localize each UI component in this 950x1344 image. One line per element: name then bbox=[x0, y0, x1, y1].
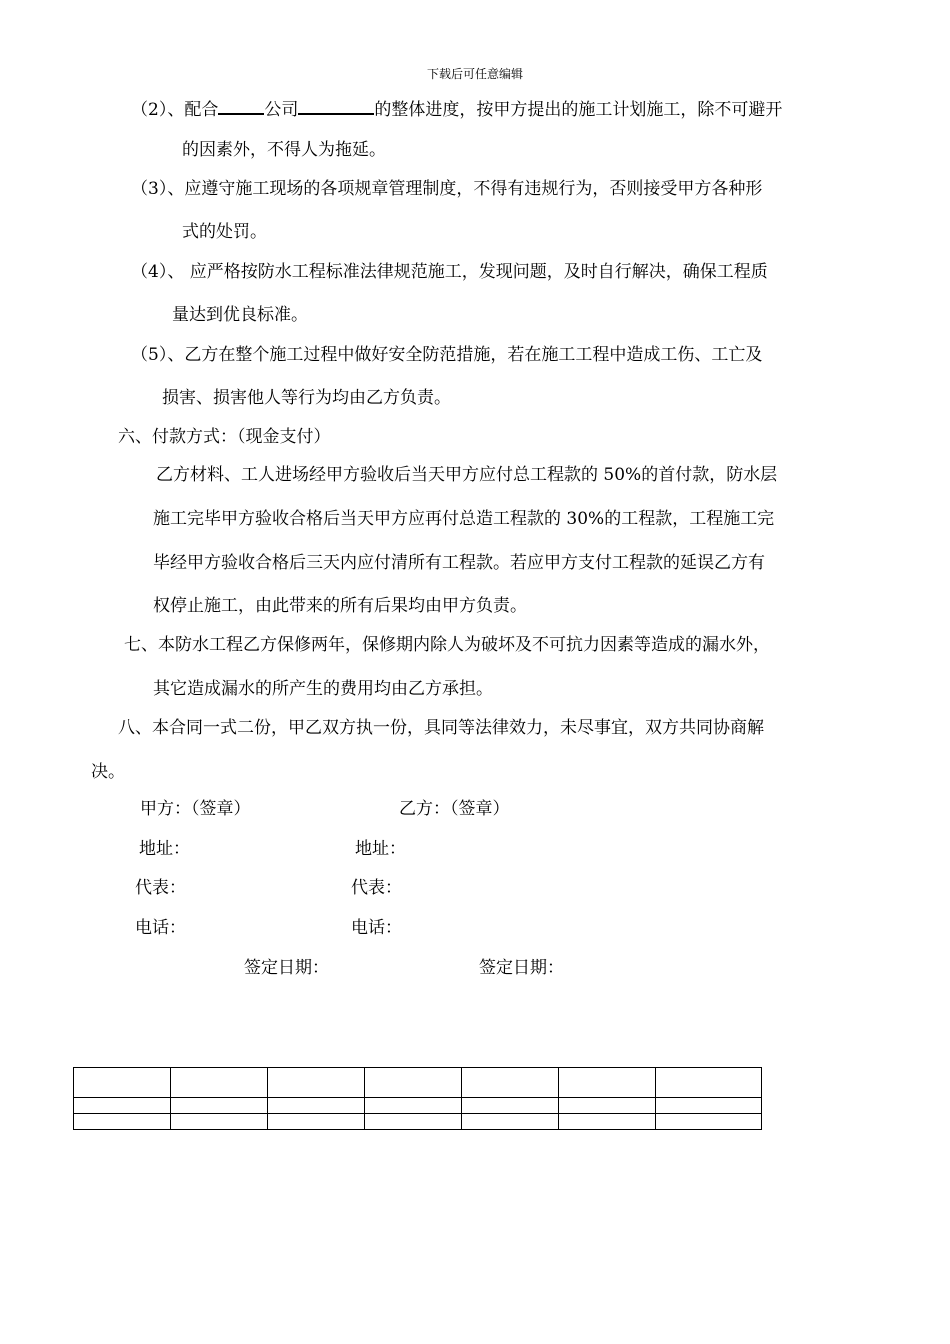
section7-line2: 其它造成漏水的所产生的费用均由乙方承担。 bbox=[153, 679, 493, 699]
table-cell bbox=[656, 1114, 762, 1130]
item5-line2: 损害、损害他人等行为均由乙方负责。 bbox=[162, 388, 451, 408]
party-b-address-label: 地址： bbox=[355, 839, 406, 859]
table-cell bbox=[74, 1114, 171, 1130]
table-row bbox=[74, 1114, 762, 1130]
section6-line1: 乙方材料、工人进场经甲方验收后当天甲方应付总工程款的 50%的首付款，防水层 bbox=[156, 465, 778, 485]
table-cell bbox=[268, 1114, 365, 1130]
table-cell bbox=[656, 1098, 762, 1114]
table-cell bbox=[365, 1114, 462, 1130]
table-cell bbox=[559, 1114, 656, 1130]
item4-line2: 量达到优良标准。 bbox=[172, 305, 308, 325]
table-cell bbox=[268, 1068, 365, 1098]
table-cell bbox=[365, 1098, 462, 1114]
section6-title: 六、付款方式：（现金支付） bbox=[118, 427, 331, 447]
item3-line2: 式的处罚。 bbox=[182, 222, 267, 242]
party-a-phone-label: 电话： bbox=[135, 918, 186, 938]
item2-text-c: 的整体进度，按甲方提出的施工计划施工，除不可避开 bbox=[374, 100, 783, 120]
table-row bbox=[74, 1098, 762, 1114]
party-a-rep-label: 代表： bbox=[135, 878, 186, 898]
section6-line3: 毕经甲方验收合格后三天内应付清所有工程款。若应甲方支付工程款的延误乙方有 bbox=[153, 553, 765, 573]
table-cell bbox=[268, 1098, 365, 1114]
table-cell bbox=[365, 1068, 462, 1098]
party-a-date-label: 签定日期： bbox=[244, 958, 329, 978]
party-b-seal: 乙方：（签章） bbox=[399, 799, 510, 819]
table-cell bbox=[656, 1068, 762, 1098]
table-cell bbox=[171, 1098, 268, 1114]
page-header: 下载后可任意编辑 bbox=[426, 67, 523, 81]
party-b-rep-label: 代表： bbox=[351, 878, 402, 898]
table-cell bbox=[74, 1068, 171, 1098]
item5-line1: （5）、乙方在整个施工过程中做好安全防范措施，若在施工工程中造成工伤、工亡及 bbox=[131, 345, 763, 365]
item2-line1 bbox=[131, 96, 782, 121]
section7-line1: 七、本防水工程乙方保修两年，保修期内除人为破坏及不可抗力因素等造成的漏水外， bbox=[124, 635, 770, 655]
item2-text-a: （2）、配合 bbox=[131, 100, 219, 120]
table-cell bbox=[559, 1068, 656, 1098]
item3-line1: （3）、应遵守施工现场的各项规章管理制度，不得有违规行为，否则接受甲方各种形 bbox=[131, 179, 763, 199]
party-a-seal: 甲方：（签章） bbox=[140, 799, 251, 819]
item2-line2: 的因素外，不得人为拖延。 bbox=[182, 140, 386, 160]
table-cell bbox=[559, 1098, 656, 1114]
party-a-address-label: 地址： bbox=[139, 839, 190, 859]
table-row bbox=[74, 1068, 762, 1098]
party-b-date-label: 签定日期： bbox=[479, 958, 564, 978]
section8-line2: 决。 bbox=[91, 762, 125, 782]
table-cell bbox=[74, 1098, 171, 1114]
table-cell bbox=[171, 1068, 268, 1098]
section6-line4: 权停止施工，由此带来的所有后果均由甲方负责。 bbox=[153, 596, 527, 616]
table-cell bbox=[171, 1114, 268, 1130]
party-b-phone-label: 电话： bbox=[351, 918, 402, 938]
item4-line1: （4）、 应严格按防水工程标准法律规范施工，发现问题，及时自行解决，确保工程质 bbox=[131, 262, 768, 282]
table-cell bbox=[462, 1098, 559, 1114]
blank-underline-1 bbox=[218, 96, 264, 115]
section6-line2: 施工完毕甲方验收合格后当天甲方应再付总造工程款的 30%的工程款，工程施工完 bbox=[153, 509, 775, 529]
table-cell bbox=[462, 1068, 559, 1098]
item2-text-b: 公司 bbox=[264, 100, 299, 120]
blank-underline-2 bbox=[298, 96, 374, 115]
table-cell bbox=[462, 1114, 559, 1130]
blank-table bbox=[73, 1067, 762, 1130]
section8-line1: 八、本合同一式二份，甲乙双方执一份，具同等法律效力，未尽事宜，双方共同协商解 bbox=[118, 718, 764, 738]
